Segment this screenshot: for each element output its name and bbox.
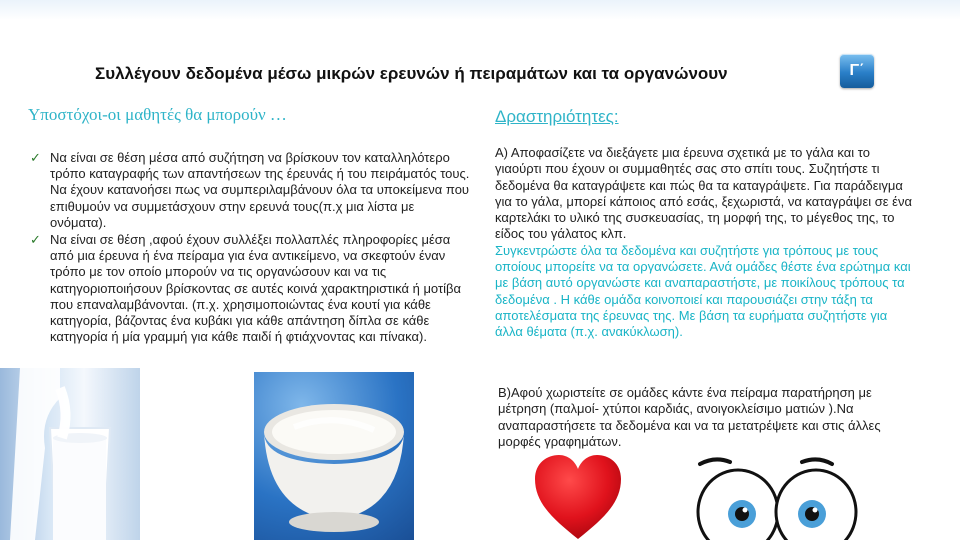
heart-icon <box>533 453 623 540</box>
list-item <box>30 232 470 345</box>
subgoals-list <box>30 150 470 346</box>
top-banner <box>0 0 960 20</box>
activity-b-text: Β)Αφού χωριστείτε σε ομάδες κάντε ένα πείραμα παρατήρηση με μέτρηση (παλμοί- χτύποι καρδιάς, ανοιγοκλείσιμο ματιών ).Να αναπαραστήσετε τα δεδομένα και να τα μετατρέψετε και στις άλλες μορφές γραφημάτων. <box>498 385 881 449</box>
activity-b <box>498 385 918 450</box>
grade-badge: Γ΄ <box>840 54 874 88</box>
activities-heading: Δραστηριότητες: <box>495 107 619 126</box>
checkmark-icon: ✓ <box>30 232 41 248</box>
list-item-text: Να είναι σε θέση ,αφού έχουν συλλέξει πολλαπλές πληροφορίες μέσα από μια έρευνα ή ένα πείραμα για ένα αντικείμενο, να σκεφτούν έναν τρόπο με τον οποίο μπορούν να τις οργανώσουν και να τις κατηγοριοποιήσουν βρίσκοντας σε αυτές κοινά χαρακτηριστικά ή μοτίβα που επαναλαμβάνονται. (π.χ. χρησιμοποιώντας ένα κουτί για κάθε κατηγορία, βάζοντας ένα κυβάκι για κάθε απάντηση δίπλα σε κάθε κατηγορία ή μία γραμμή για κάθε παιδί ή φτιάχνοντας και πίνακα). <box>50 232 461 345</box>
slide-title: Συλλέγουν δεδομένα μέσω μικρών ερευνών ή πειραμάτων και τα οργανώνουν <box>95 64 728 83</box>
activity-a <box>495 145 915 341</box>
activity-a-highlight: Συγκεντρώστε όλα τα δεδομένα και συζητήστε για τρόπους με τους οποίους μπορείτε να τα οργανώσετε. Ανά ομάδες θέστε ένα ερώτημα και με βάση αυτό οργανώστε και αναπαραστήστε, με ποικίλους τρόπους τα δεδομένα . Η κάθε ομάδα κοινοποιεί και παρουσιάζει στην τάξη τα αποτελέσματα της έρευνας της. Με βάση τα ευρήματα συζητήστε για άλλα θέματα (π.χ. ανακύκλωση). <box>495 242 911 340</box>
eyes-icon <box>690 456 865 540</box>
milk-glass-icon <box>0 368 140 540</box>
checkmark-icon: ✓ <box>30 150 41 165</box>
list-item-text: Να είναι σε θέση μέσα από συζήτηση να βρίσκουν τον καταλληλότερο τρόπο καταγραφής των απαντήσεων της έρευνάς ή του πειράματός τους. Να έχουν κατανοήσει πως να συμπεριλαμβάνουν όλα τα υποκείμενα που επιθυμούν να συμμετάσχουν στην ερευνά τους(π.χ μια λίστα με ονόματα). <box>50 150 470 230</box>
activity-a-text: Α) Αποφασίζετε να διεξάγετε μια έρευνα σχετικά με το γάλα και το γιαούρτι που έχουν οι συμμαθητές σας στο σπίτι τους. Συζητήστε τι δεδομένα θα καταγράψετε και πώς θα τα καταγράψετε. Για παράδειγμα για το γάλα, μπορεί κάποιος από εσάς, ξεχωριστά, να καταγράψει σε ένα καρτελάκι το υλικό της συσκευασίας, τη μορφή της, το μέγεθος της, το είδος του γάλατος κλπ. <box>495 145 912 242</box>
subgoals-heading: Υποστόχοι-οι μαθητές θα μπορούν … <box>28 105 287 124</box>
list-item <box>30 150 470 231</box>
yogurt-bowl-icon <box>254 372 414 540</box>
milk-glass-image <box>0 368 140 540</box>
yogurt-bowl-image <box>254 372 414 540</box>
